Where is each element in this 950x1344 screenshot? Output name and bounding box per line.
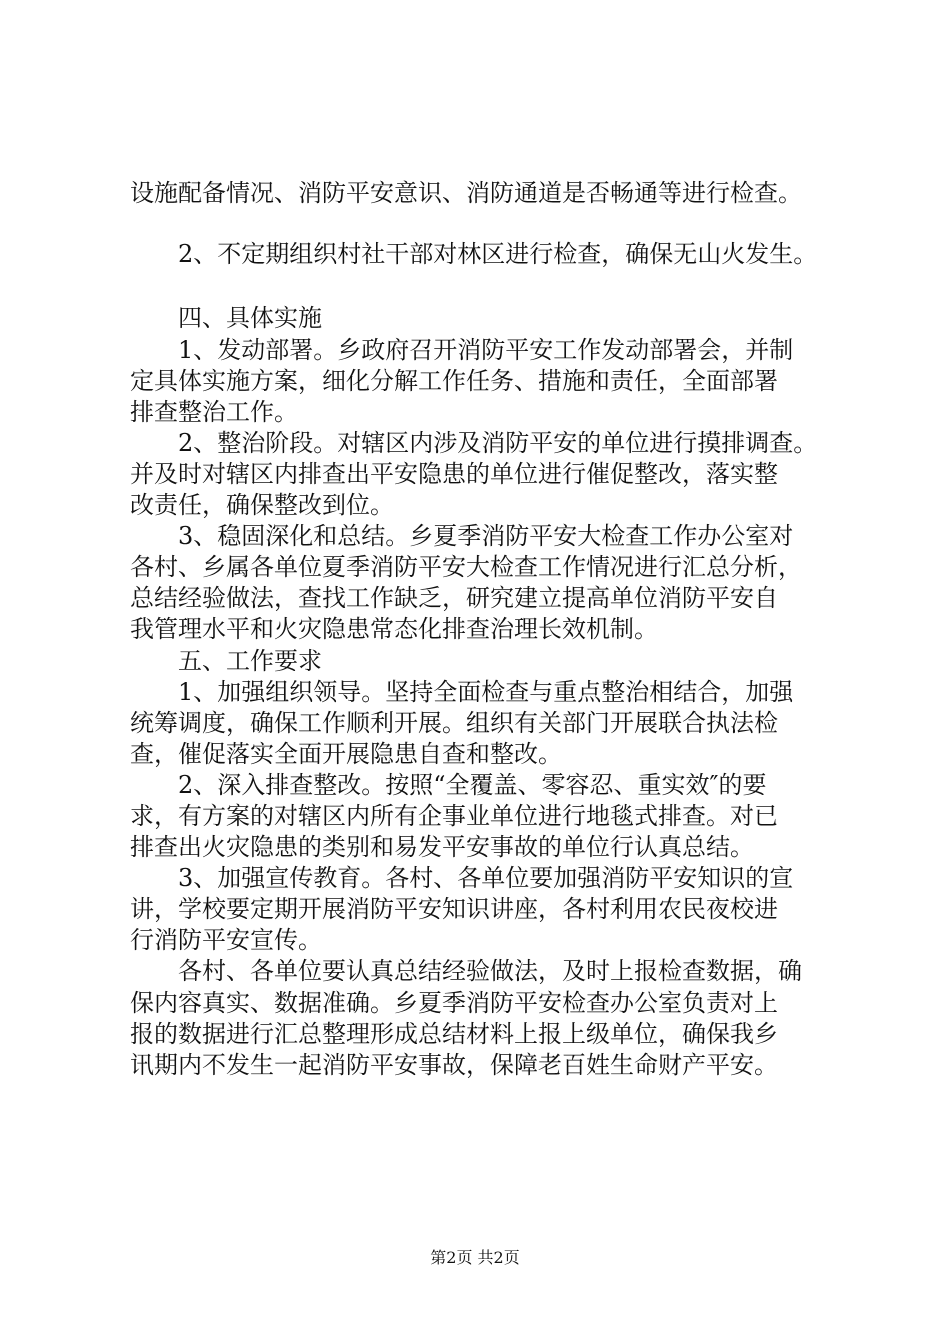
section-heading-requirements: 五、工作要求 xyxy=(178,647,322,675)
line-6: 排查整治工作。 xyxy=(130,398,298,426)
line-1: 设施配备情况、消防平安意识、消防通道是否畅通等进行检查。 xyxy=(130,179,802,207)
line-4: 1、发动部署。乡政府召开消防平安工作发动部署会，并制 xyxy=(178,336,794,364)
line-16: 统筹调度，确保工作顺利开展。组织有关部门开展联合执法检 xyxy=(130,709,778,737)
section-heading-implementation: 四、具体实施 xyxy=(178,304,322,332)
line-15: 1、加强组织领导。坚持全面检查与重点整治相结合，加强 xyxy=(178,678,794,706)
line-7: 2、整治阶段。对辖区内涉及消防平安的单位进行摸排调查。 xyxy=(178,429,818,457)
line-17: 查，催促落实全面开展隐患自查和整改。 xyxy=(130,740,562,768)
line-21: 3、加强宣传教育。各村、各单位要加强消防平安知识的宣 xyxy=(178,864,794,892)
line-5: 定具体实施方案，细化分解工作任务、措施和责任，全面部署 xyxy=(130,367,778,395)
line-23: 行消防平安宣传。 xyxy=(130,926,322,954)
line-9: 改责任，确保整改到位。 xyxy=(130,491,394,519)
line-25: 保内容真实、数据准确。乡夏季消防平安检查办公室负责对上 xyxy=(130,989,778,1017)
line-13: 我管理水平和火灾隐患常态化排查治理长效机制。 xyxy=(130,615,658,643)
line-12: 总结经验做法，查找工作缺乏，研究建立提高单位消防平安自 xyxy=(130,584,778,612)
line-26: 报的数据进行汇总整理形成总结材料上报上级单位，确保我乡 xyxy=(130,1020,778,1048)
line-2: 2、不定期组织村社干部对林区进行检查，确保无山火发生。 xyxy=(178,240,818,268)
line-24: 各村、各单位要认真总结经验做法，及时上报检查数据，确 xyxy=(178,957,802,985)
line-10: 3、稳固深化和总结。乡夏季消防平安大检查工作办公室对 xyxy=(178,522,794,550)
line-27: 讯期内不发生一起消防平安事故，保障老百姓生命财产平安。 xyxy=(130,1051,778,1079)
line-22: 讲，学校要定期开展消防平安知识讲座，各村利用农民夜校进 xyxy=(130,895,778,923)
page-number-footer: 第2页 共2页 xyxy=(430,1248,520,1267)
line-18: 2、深入排查整改。按照“全覆盖、零容忍、重实效″的要 xyxy=(178,771,767,799)
line-20: 排查出火灾隐患的类别和易发平安事故的单位行认真总结。 xyxy=(130,833,754,861)
line-8: 并及时对辖区内排查出平安隐患的单位进行催促整改，落实整 xyxy=(130,460,778,488)
line-11: 各村、乡属各单位夏季消防平安大检查工作情况进行汇总分析， xyxy=(130,553,802,581)
line-19: 求，有方案的对辖区内所有企事业单位进行地毯式排查。对已 xyxy=(130,802,778,830)
